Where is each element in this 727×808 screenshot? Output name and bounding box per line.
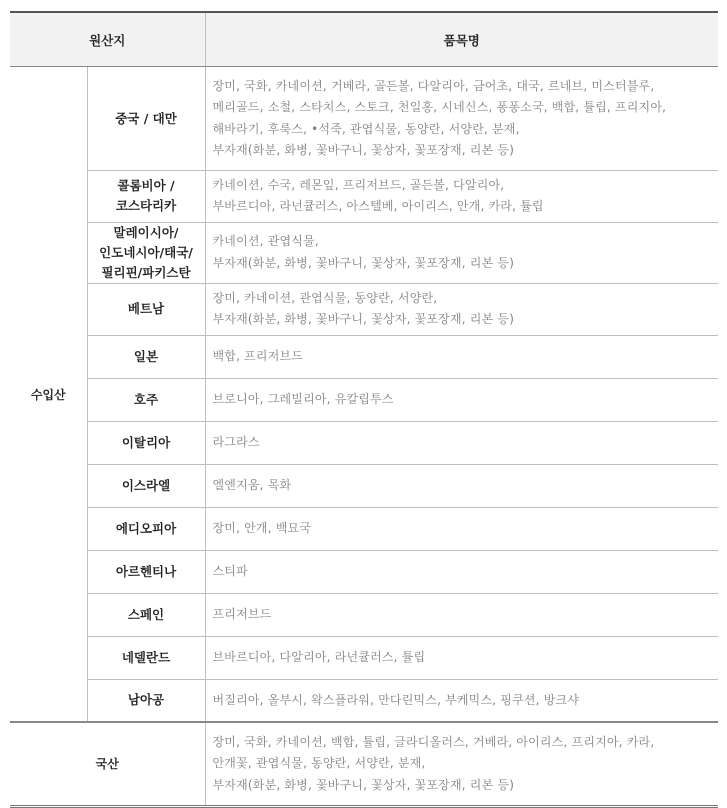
items-cell — [205, 722, 718, 806]
items-line: 부자재(화분, 화병, 꽃바구니, 꽃상자, 꽃포장재, 리본 등) — [212, 142, 515, 157]
items-line: 부자재(화분, 화병, 꽃바구니, 꽃상자, 꽃포장재, 리본 등) — [212, 312, 515, 327]
items-cell — [205, 507, 718, 550]
country-cell — [87, 222, 205, 283]
country-cell — [87, 636, 205, 679]
table-header-row — [10, 12, 718, 67]
table-row — [10, 222, 718, 283]
items-line: 라그라스 — [212, 434, 260, 449]
region-domestic: 국산 — [10, 722, 205, 806]
items-line: 프리저브드 — [212, 606, 272, 621]
items-line: 엘엔지움, 목화 — [212, 477, 292, 492]
table-row — [10, 464, 718, 507]
country-cell — [87, 171, 205, 223]
items-cell — [205, 636, 718, 679]
country-name: 베트남 — [127, 301, 165, 317]
table-row — [10, 550, 718, 593]
items-line: 버질리아, 올부시, 왁스플라워, 만다린믹스, 부케믹스, 핑쿠션, 방크샤 — [212, 692, 580, 707]
country-name: 아르헨티나 — [115, 563, 177, 579]
country-name: 코스타리카 — [115, 198, 177, 214]
items-cell — [205, 550, 718, 593]
items-cell — [205, 679, 718, 722]
country-cell — [87, 550, 205, 593]
country-cell — [87, 335, 205, 378]
items-line: 백합, 프리저브드 — [212, 348, 304, 363]
table-row — [10, 171, 718, 223]
origin-table — [10, 11, 718, 808]
table-row — [10, 636, 718, 679]
items-line: 브바르디아, 다알리아, 라넌큘러스, 튤립 — [212, 649, 426, 664]
table-row — [10, 283, 718, 335]
items-cell — [205, 67, 718, 171]
table-row — [10, 378, 718, 421]
items-line: 해바라기, 후룩스, •석죽, 관엽식물, 동양란, 서양란, 분재, — [212, 121, 520, 136]
country-name: 이스라엘 — [121, 477, 171, 493]
country-cell — [87, 378, 205, 421]
country-name: 스페인 — [127, 606, 165, 622]
items-line: 안개꽃, 관엽식물, 동양란, 서양란, 분재, — [212, 756, 426, 771]
items-line: 부자재(화분, 화병, 꽃바구니, 꽃상자, 꽃포장재, 리본 등) — [212, 777, 515, 792]
items-line: 부자재(화분, 화병, 꽃바구니, 꽃상자, 꽃포장재, 리본 등) — [212, 255, 515, 270]
items-line: 장미, 국화, 카네이션, 백합, 튤립, 글라디올러스, 거베라, 아이리스, 프리지아, 카라, — [212, 734, 655, 749]
items-cell — [205, 378, 718, 421]
table-row — [10, 722, 718, 806]
items-cell — [205, 593, 718, 636]
country-name: 말레이시아/ — [113, 224, 179, 240]
items-cell — [205, 464, 718, 507]
table-row — [10, 679, 718, 722]
country-cell — [87, 283, 205, 335]
table-row — [10, 507, 718, 550]
country-name: 이탈리아 — [121, 434, 171, 450]
items-cell — [205, 283, 718, 335]
country-name: 남아공 — [127, 692, 165, 708]
country-cell — [87, 464, 205, 507]
items-cell — [205, 171, 718, 223]
items-line: 카네이션, 수국, 레몬잎, 프리저브드, 골든볼, 다알리아, — [212, 178, 505, 192]
table-row — [10, 335, 718, 378]
country-cell — [87, 421, 205, 464]
country-name: 필리핀/파키스탄 — [101, 264, 191, 280]
items-line: 브로니아, 그레빌리아, 유칼립투스 — [212, 391, 394, 406]
items-cell — [205, 335, 718, 378]
table-row — [10, 593, 718, 636]
items-line: 스티파 — [212, 563, 248, 578]
header-items: 품목명 — [205, 12, 718, 67]
country-cell — [87, 679, 205, 722]
country-name: 일본 — [133, 348, 159, 364]
region-imported: 수입산 — [10, 67, 87, 723]
country-cell — [87, 507, 205, 550]
country-name: 호주 — [133, 391, 159, 407]
items-cell — [205, 421, 718, 464]
header-origin: 원산지 — [10, 12, 205, 67]
country-name: 중국 / 대만 — [115, 110, 177, 126]
items-line: 장미, 카네이션, 관엽식물, 동양란, 서양란, — [212, 290, 438, 305]
items-line: 메리골드, 소철, 스타치스, 스토크, 천일홍, 시네신스, 퐁퐁소국, 백합, 튤립, 프리지아, — [212, 100, 667, 115]
items-line: 부바르디아, 라넌큘러스, 아스텔베, 아이리스, 안개, 카라, 튤립 — [212, 199, 544, 214]
country-name: 에디오피아 — [115, 520, 177, 536]
country-name: 네델란드 — [121, 649, 171, 665]
table-row — [10, 67, 718, 171]
items-line: 장미, 안개, 백묘국 — [212, 520, 312, 535]
items-line: 카네이션, 관엽식물, — [212, 234, 319, 249]
country-cell — [87, 67, 205, 171]
country-name: 인도네시아/태국/ — [99, 244, 193, 260]
table-row — [10, 421, 718, 464]
country-cell — [87, 593, 205, 636]
items-line: 장미, 국화, 카네이션, 거베라, 골든볼, 다알리아, 금어초, 대국, 르네브, 미스터블루, — [212, 78, 655, 93]
country-name: 콜롬비아 / — [117, 178, 175, 194]
items-cell — [205, 222, 718, 283]
